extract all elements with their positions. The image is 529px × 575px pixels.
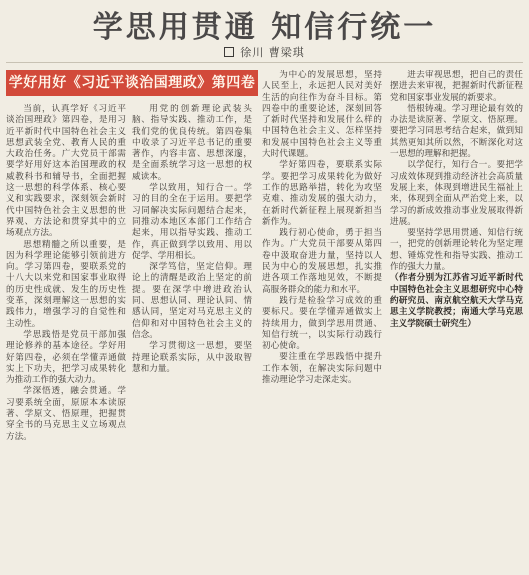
paragraph: 进去审视思想，把自己的责任摆进去来审视，把握新时代新征程党和国家事业发展的新要求。 — [390, 70, 523, 103]
byline — [0, 44, 529, 60]
square-icon — [224, 47, 234, 57]
paragraph: 深学笃信，坚定信仰。理论上的清醒是政治上坚定的前提。要在深学中增进政治认同、思想认同、理论认同、情感认同，坚定对马克思主义的信仰和对中国特色社会主义的信念。 — [132, 262, 252, 340]
paragraph: 要坚持学思用贯通、知信行统一，把党的创新理论转化为坚定理想、锤炼党性和指导实践、推动工作的强大力量。 — [390, 228, 523, 273]
paragraph: 学深悟透，融会贯通。学习要系统全面，原原本本读原著、学原文、悟原理，把握贯穿全书的马克思主义立场观点方法。 — [6, 386, 126, 442]
paragraph: 思想精髓之所以重要，是因为科学理论能够引领前进方向。学习第四卷，要联系党的十八大以来党和国家事业取得的历史性成就、发生的历史性变革，深刻理解这一思想的实践伟力，增强学习的自觉性和主动性。 — [6, 239, 126, 329]
article-column-4 — [390, 70, 523, 570]
divider — [6, 62, 523, 63]
subtitle-banner: 学好用好《习近平谈治国理政》第四卷 — [6, 70, 258, 96]
author-note: （作者分别为江苏省习近平新时代中国特色社会主义思想研究中心特约研究员、南京航空航天大学马克思主义学院教授；南通大学马克思主义学院硕士研究生） — [390, 273, 523, 329]
paragraph: 学好第四卷，要联系实际学。要把学习成果转化为做好工作的思路举措，转化为攻坚克难、推动发展的强大动力，在新时代新征程上展现新担当新作为。 — [262, 160, 382, 227]
article-column-3 — [262, 70, 382, 570]
paragraph: 以学促行，知行合一。要把学习成效体现到推动经济社会高质量发展上来，体现到增进民生福祉上来，体现到全面从严治党上来，以学习的新成效推动事业发展取得新进展。 — [390, 160, 523, 227]
paragraph: 当前，认真学好《习近平谈治国理政》第四卷，是用习近平新时代中国特色社会主义思想武装全党、教育人民的重大政治任务。广大党员干部需要学好用好这本治国理政的权威教科书和辅导书，全面把握这一思想的科学体系、核心要义和实践要求，深刻领会新时代中国特色社会主义思想的世界观、方法论和贯穿其中的立场观点方法。 — [6, 104, 126, 239]
paragraph: 用党的创新理论武装头脑、指导实践、推动工作，是我们党的优良传统。第四卷集中收录了习近平总书记的重要著作，内容丰富、思想深邃，是全面系统学习这一思想的权威读本。 — [132, 104, 252, 182]
paragraph: 践行是检验学习成效的重要标尺。要在学懂弄通做实上持续用力，做到学思用贯通、知信行统一，以实际行动践行初心使命。 — [262, 295, 382, 352]
author-names: 徐川 曹梁琪 — [240, 46, 305, 59]
paragraph: 学习贯彻这一思想，要坚持理论联系实际，从中汲取智慧和力量。 — [132, 341, 252, 374]
paragraph: 践行初心使命，勇于担当作为。广大党员干部要从第四卷中汲取奋进力量，坚持以人民为中心的发展思想，扎实推进各项工作落地见效，不断提高服务群众的能力和水平。 — [262, 228, 382, 295]
paragraph: 为中心的发展思想，坚持人民至上，永远把人民对美好生活的向往作为奋斗目标。第四卷中的重要论述，深刻回答了新时代坚持和发展什么样的中国特色社会主义、怎样坚持和发展中国特色社会主义等重大时代课题。 — [262, 70, 382, 160]
paragraph: 学以致用，知行合一。学习的目的全在于运用。要把学习同解决实际问题结合起来，同推动本地区本部门工作结合起来，用以指导实践、推动工作，真正做到学以致用、用以促学、学用相长。 — [132, 183, 252, 261]
article-column-2 — [132, 104, 252, 570]
paragraph: 要注重在学思践悟中提升工作本领，在解决实际问题中推动理论学习走深走实。 — [262, 352, 382, 386]
paragraph: 悟根铸魂。学习理论最有效的办法是读原著、学原文、悟原理。要把学习同思考结合起来，做到知其然更知其所以然，不断深化对这一思想的理解和把握。 — [390, 103, 523, 160]
article-column-1 — [6, 104, 126, 570]
headline: 学思用贯通 知信行统一 — [92, 10, 437, 45]
paragraph: 学思践悟是党员干部加强理论修养的基本途径。学好用好第四卷，必须在学懂弄通做实上下功夫，把学习成果转化为推动工作的强大动力。 — [6, 329, 126, 386]
